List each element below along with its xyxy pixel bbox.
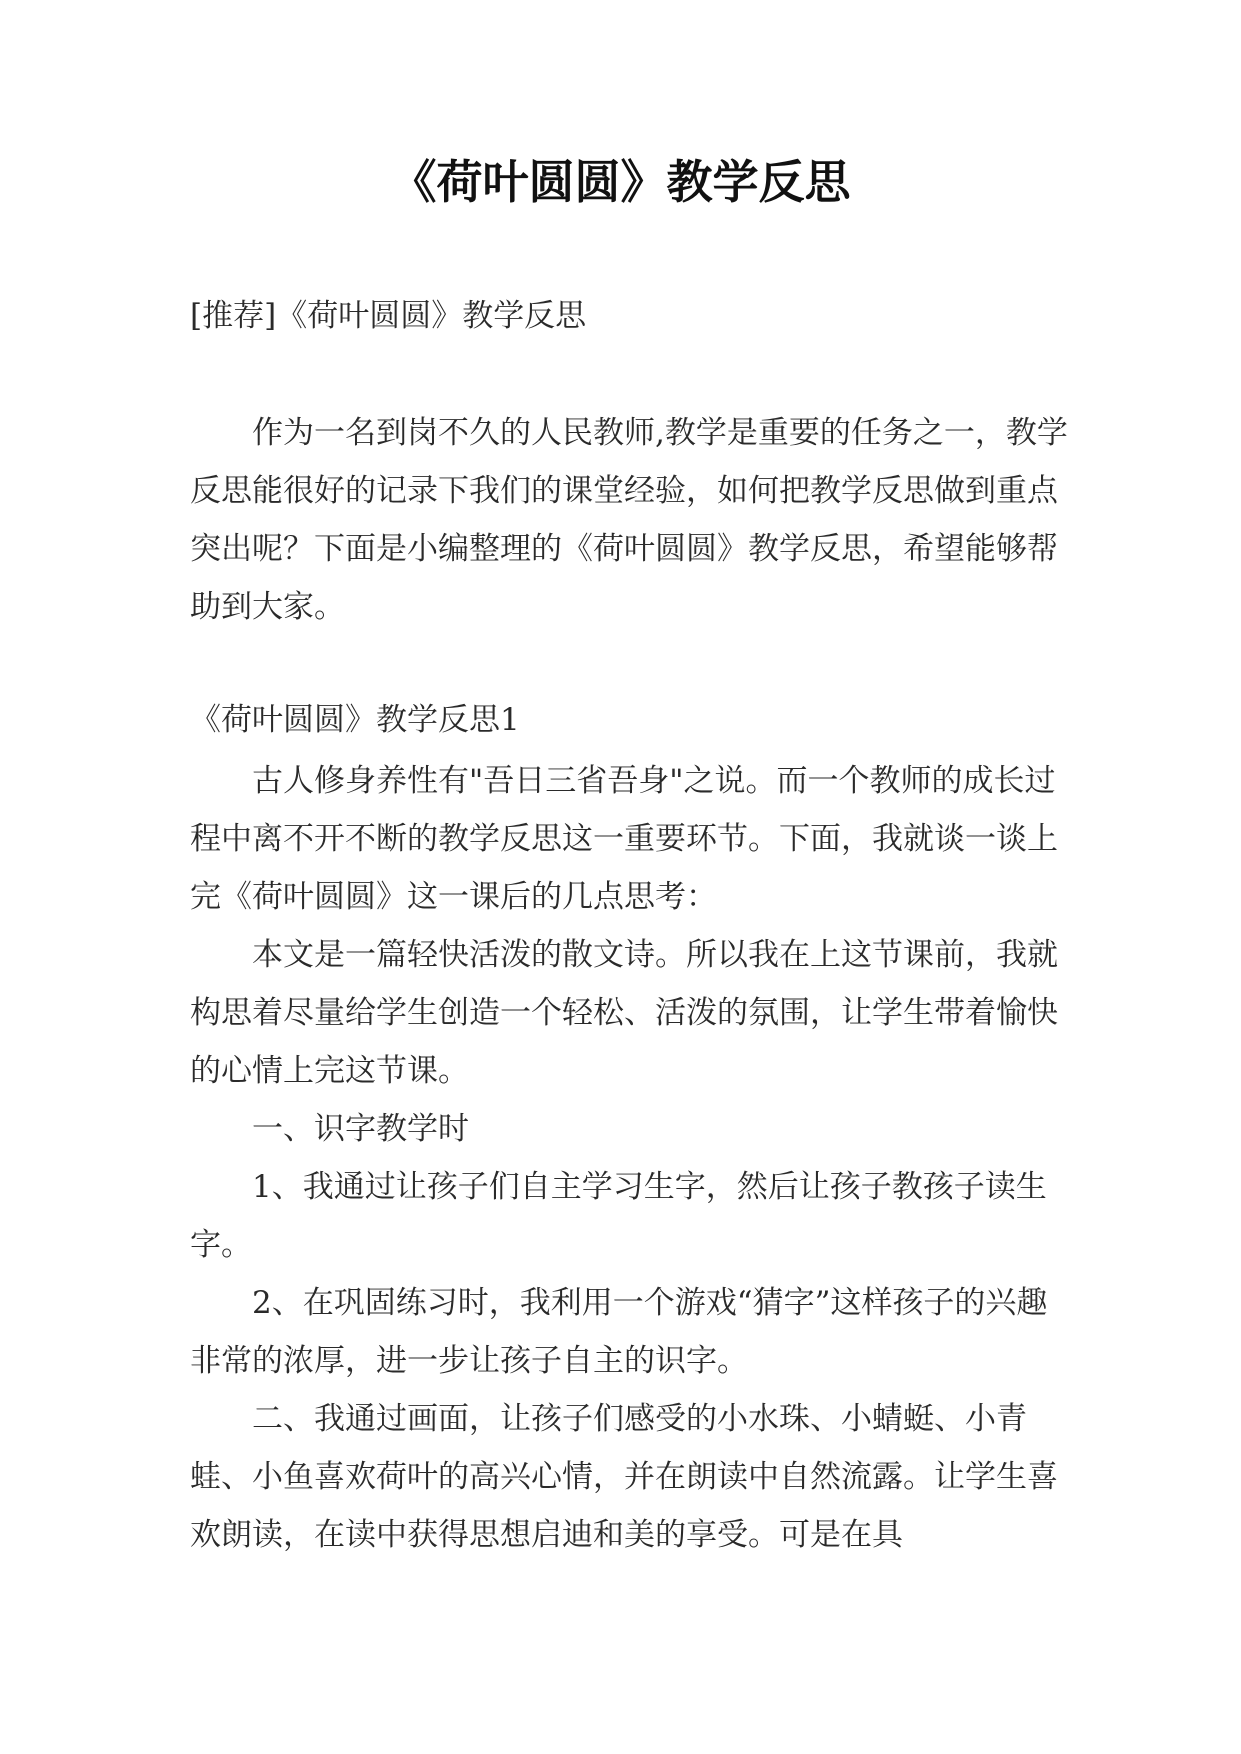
body-paragraph: 2、在巩固练习时，我利用一个游戏“猜字”这样孩子的兴趣非常的浓厚，进一步让孩子自主的识字。 — [190, 1285, 1048, 1379]
body-paragraph: 本文是一篇轻快活泼的散文诗。所以我在上这节课前，我就构思着尽量给学生创造一个轻松、活泼的氛围，让学生带着愉快的心情上完这节课。 — [190, 937, 1058, 1089]
document-title: 《荷叶圆圆》教学反思 — [390, 155, 851, 209]
recommend-line: [推荐]《荷叶圆圆》教学反思 — [190, 298, 587, 334]
section-body — [190, 752, 1070, 1564]
intro-block — [190, 404, 1070, 636]
intro-paragraph: 作为一名到岗不久的人民教师,教学是重要的任务之一，教学反思能很好的记录下我们的课堂经验，如何把教学反思做到重点突出呢？下面是小编整理的《荷叶圆圆》教学反思，希望能够帮助到大家。 — [190, 415, 1068, 625]
body-paragraph: 1、我通过让孩子们自主学习生字，然后让孩子教孩子读生字。 — [190, 1169, 1047, 1263]
body-paragraph: 二、我通过画面，让孩子们感受的小水珠、小蜻蜓、小青蛙、小鱼喜欢荷叶的高兴心情，并在朗读中自然流露。让学生喜欢朗读，在读中获得思想启迪和美的享受。可是在具 — [190, 1401, 1058, 1553]
body-paragraph: 一、识字教学时 — [252, 1111, 469, 1147]
body-paragraph: 古人修身养性有"吾日三省吾身"之说。而一个教师的成长过程中离不开不断的教学反思这一重要环节。下面，我就谈一谈上完《荷叶圆圆》这一课后的几点思考： — [190, 763, 1058, 915]
section-title: 《荷叶圆圆》教学反思1 — [190, 702, 520, 738]
